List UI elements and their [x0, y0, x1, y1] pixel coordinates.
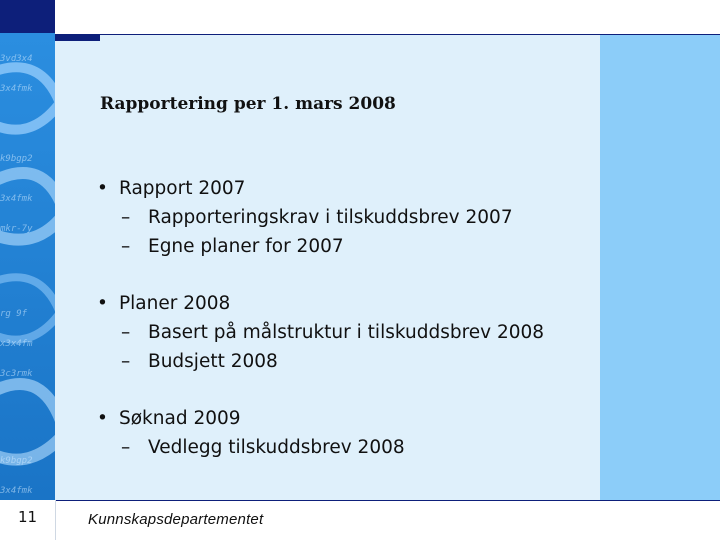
dash-glyph: – [121, 207, 131, 228]
page-number: 11 [17, 508, 38, 526]
svg-text:3vd3x4: 3vd3x4 [0, 54, 33, 64]
bullet-glyph: • [97, 408, 108, 429]
brand-block [0, 0, 55, 33]
dash-glyph: – [121, 351, 131, 372]
sub-bullet-item [121, 207, 513, 228]
svg-text:k9bgp2: k9bgp2 [0, 154, 33, 164]
bottom-divider [55, 500, 720, 501]
bullet-text: Rapport 2007 [119, 178, 246, 199]
bullet-glyph: • [97, 293, 108, 314]
slide-title: Rapportering per 1. mars 2008 [100, 94, 396, 114]
bullet-item [97, 293, 230, 314]
top-band [55, 0, 720, 34]
svg-text:3x4fmk: 3x4fmk [0, 194, 33, 204]
svg-text:3x4fmk: 3x4fmk [0, 486, 33, 496]
sub-bullet-text: Budsjett 2008 [148, 351, 278, 372]
sub-bullet-text: Rapporteringskrav i tilskuddsbrev 2007 [148, 207, 513, 228]
top-divider [55, 34, 720, 35]
bullet-item [97, 178, 245, 199]
sub-bullet-item [121, 351, 278, 372]
top-accent-bar [55, 34, 100, 41]
dash-glyph: – [121, 236, 131, 257]
sub-bullet-item [121, 322, 544, 343]
svg-text:x3x4fm: x3x4fm [0, 339, 33, 349]
bullet-glyph: • [97, 178, 108, 199]
bullet-text: Søknad 2009 [119, 408, 241, 429]
sub-bullet-text: Vedlegg tilskuddsbrev 2008 [148, 437, 405, 458]
right-accent-panel [600, 35, 720, 500]
footer-ministry-name: Kunnskapsdepartementet [88, 511, 264, 528]
swirl-pattern-graphic [0, 33, 55, 500]
bullet-text: Planer 2008 [119, 293, 231, 314]
bullet-item [97, 408, 241, 429]
svg-text:3x4fmk: 3x4fmk [0, 84, 33, 94]
sub-bullet-item [121, 236, 344, 257]
svg-text:mkr-7y: mkr-7y [0, 224, 33, 234]
sub-bullet-text: Egne planer for 2007 [148, 236, 344, 257]
dash-glyph: – [121, 322, 131, 343]
dash-glyph: – [121, 437, 131, 458]
sub-bullet-item [121, 437, 405, 458]
svg-text:rg 9f: rg 9f [0, 309, 28, 319]
decorative-side-strip [0, 0, 55, 500]
sub-bullet-text: Basert på målstruktur i tilskuddsbrev 2008 [148, 322, 545, 343]
footer-separator [55, 500, 56, 540]
svg-text:k9bgp2: k9bgp2 [0, 456, 33, 466]
svg-text:3c3rmk: 3c3rmk [0, 369, 33, 379]
